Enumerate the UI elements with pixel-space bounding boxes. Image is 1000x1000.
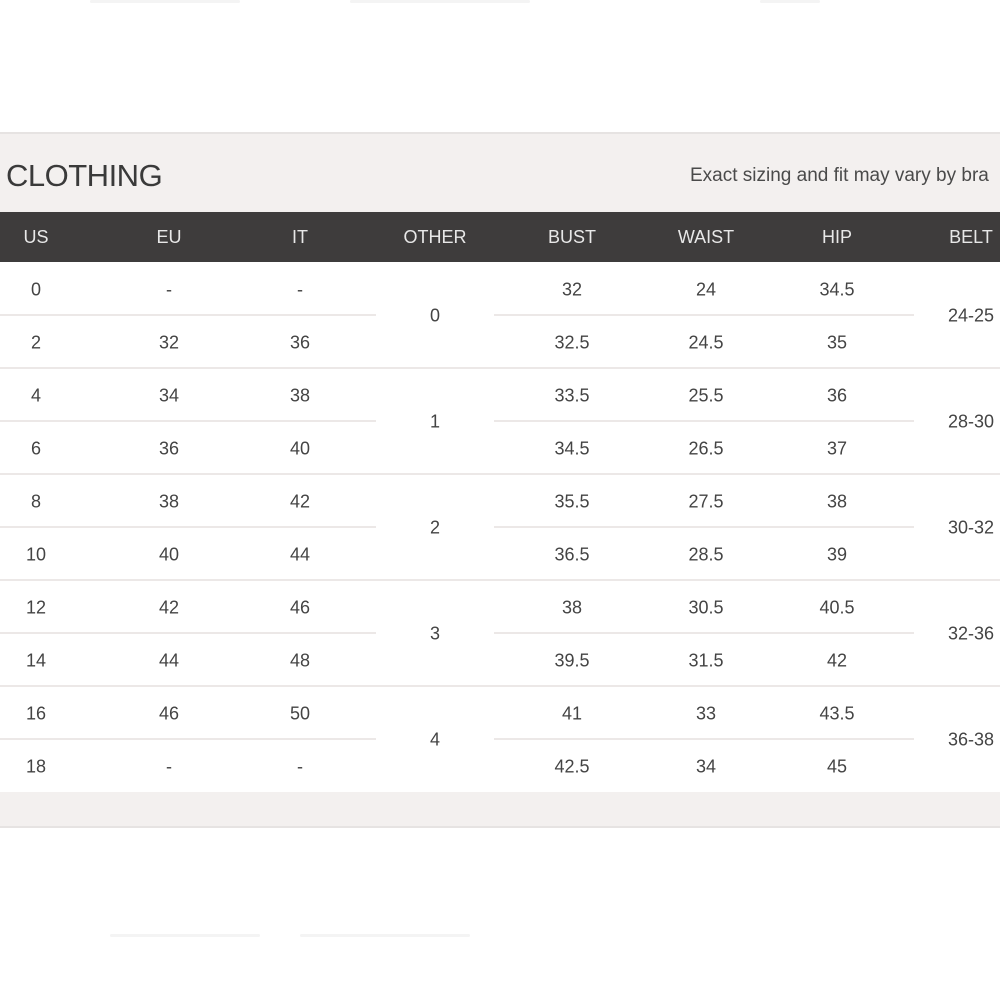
- cell-it: 36: [289, 332, 311, 352]
- cell-other: 4: [429, 729, 441, 750]
- cell-eu: 46: [158, 703, 180, 723]
- cell-belt: 30-32: [947, 517, 995, 538]
- cell-waist: 27.5: [688, 491, 724, 511]
- row-divider: [0, 632, 376, 634]
- row-divider: [494, 632, 914, 634]
- cell-belt: 36-38: [947, 729, 995, 750]
- cell-belt: 32-36: [947, 623, 995, 644]
- column-header-bust: BUST: [547, 227, 597, 247]
- cell-hip: 36: [826, 385, 848, 405]
- column-header-other: OTHER: [403, 227, 467, 247]
- sizing-note: Exact sizing and fit may vary by bra: [690, 165, 989, 186]
- cell-us: 6: [30, 438, 42, 458]
- cropped-image-edge: [350, 0, 530, 3]
- row-divider: [494, 314, 914, 316]
- row-divider: [0, 526, 376, 528]
- clothing-size-card: [0, 132, 1000, 828]
- cell-us: 12: [25, 597, 47, 617]
- cell-us: 4: [30, 385, 42, 405]
- cell-belt: 28-30: [947, 411, 995, 432]
- cell-hip: 34.5: [819, 279, 855, 299]
- cropped-image-edge: [110, 934, 260, 937]
- size-table-body: [0, 262, 1000, 792]
- row-divider: [0, 420, 376, 422]
- cell-waist: 26.5: [688, 438, 724, 458]
- cropped-image-edge: [760, 0, 820, 3]
- cell-us: 0: [30, 279, 42, 299]
- cell-waist: 34: [695, 756, 717, 776]
- cell-bust: 39.5: [554, 650, 590, 670]
- cell-eu: 42: [158, 597, 180, 617]
- cell-hip: 39: [826, 544, 848, 564]
- cell-bust: 36.5: [554, 544, 590, 564]
- cell-bust: 42.5: [554, 756, 590, 776]
- cell-us: 10: [25, 544, 47, 564]
- cell-eu: 40: [158, 544, 180, 564]
- column-header-it: IT: [292, 227, 308, 247]
- column-header-hip: HIP: [821, 227, 853, 247]
- cell-us: 2: [30, 332, 42, 352]
- cell-waist: 30.5: [688, 597, 724, 617]
- row-divider: [494, 420, 914, 422]
- cell-waist: 25.5: [688, 385, 724, 405]
- row-divider: [494, 526, 914, 528]
- column-header-us: US: [23, 227, 49, 247]
- cell-it: -: [297, 756, 303, 776]
- cell-waist: 33: [695, 703, 717, 723]
- column-header-eu: EU: [156, 227, 182, 247]
- cell-hip: 37: [826, 438, 848, 458]
- cell-us: 14: [25, 650, 47, 670]
- cell-bust: 41: [561, 703, 583, 723]
- cell-bust: 34.5: [554, 438, 590, 458]
- cell-hip: 42: [826, 650, 848, 670]
- cell-hip: 35: [826, 332, 848, 352]
- cell-it: 44: [289, 544, 311, 564]
- cell-eu: 38: [158, 491, 180, 511]
- group-divider: [0, 367, 1000, 369]
- cell-it: 46: [289, 597, 311, 617]
- size-table-header: [0, 212, 1000, 262]
- cell-us: 18: [25, 756, 47, 776]
- cell-waist: 24: [695, 279, 717, 299]
- cell-waist: 28.5: [688, 544, 724, 564]
- cell-waist: 31.5: [688, 650, 724, 670]
- cell-hip: 45: [826, 756, 848, 776]
- cell-it: 42: [289, 491, 311, 511]
- group-divider: [0, 473, 1000, 475]
- cell-bust: 32: [561, 279, 583, 299]
- row-divider: [494, 738, 914, 740]
- section-title: CLOTHING: [6, 158, 163, 193]
- cell-bust: 32.5: [554, 332, 590, 352]
- cell-it: 48: [289, 650, 311, 670]
- cell-other: 1: [429, 411, 441, 432]
- cell-hip: 43.5: [819, 703, 855, 723]
- cell-hip: 38: [826, 491, 848, 511]
- cell-us: 8: [30, 491, 42, 511]
- cell-eu: 34: [158, 385, 180, 405]
- cell-other: 0: [429, 305, 441, 326]
- cell-belt: 24-25: [947, 305, 995, 326]
- cell-it: -: [297, 279, 303, 299]
- cell-eu: -: [166, 756, 172, 776]
- cell-bust: 33.5: [554, 385, 590, 405]
- cell-eu: -: [166, 279, 172, 299]
- group-divider: [0, 685, 1000, 687]
- cell-eu: 44: [158, 650, 180, 670]
- cell-it: 40: [289, 438, 311, 458]
- column-header-waist: WAIST: [677, 227, 735, 247]
- group-divider: [0, 579, 1000, 581]
- cell-waist: 24.5: [688, 332, 724, 352]
- cell-it: 38: [289, 385, 311, 405]
- cropped-image-edge: [300, 934, 470, 937]
- cell-other: 2: [429, 517, 441, 538]
- cell-eu: 36: [158, 438, 180, 458]
- cell-us: 16: [25, 703, 47, 723]
- row-divider: [0, 738, 376, 740]
- cell-other: 3: [429, 623, 441, 644]
- cell-bust: 35.5: [554, 491, 590, 511]
- cell-hip: 40.5: [819, 597, 855, 617]
- column-header-belt: BELT: [949, 227, 993, 247]
- cell-bust: 38: [561, 597, 583, 617]
- cell-eu: 32: [158, 332, 180, 352]
- cropped-image-edge: [90, 0, 240, 3]
- cell-it: 50: [289, 703, 311, 723]
- row-divider: [0, 314, 376, 316]
